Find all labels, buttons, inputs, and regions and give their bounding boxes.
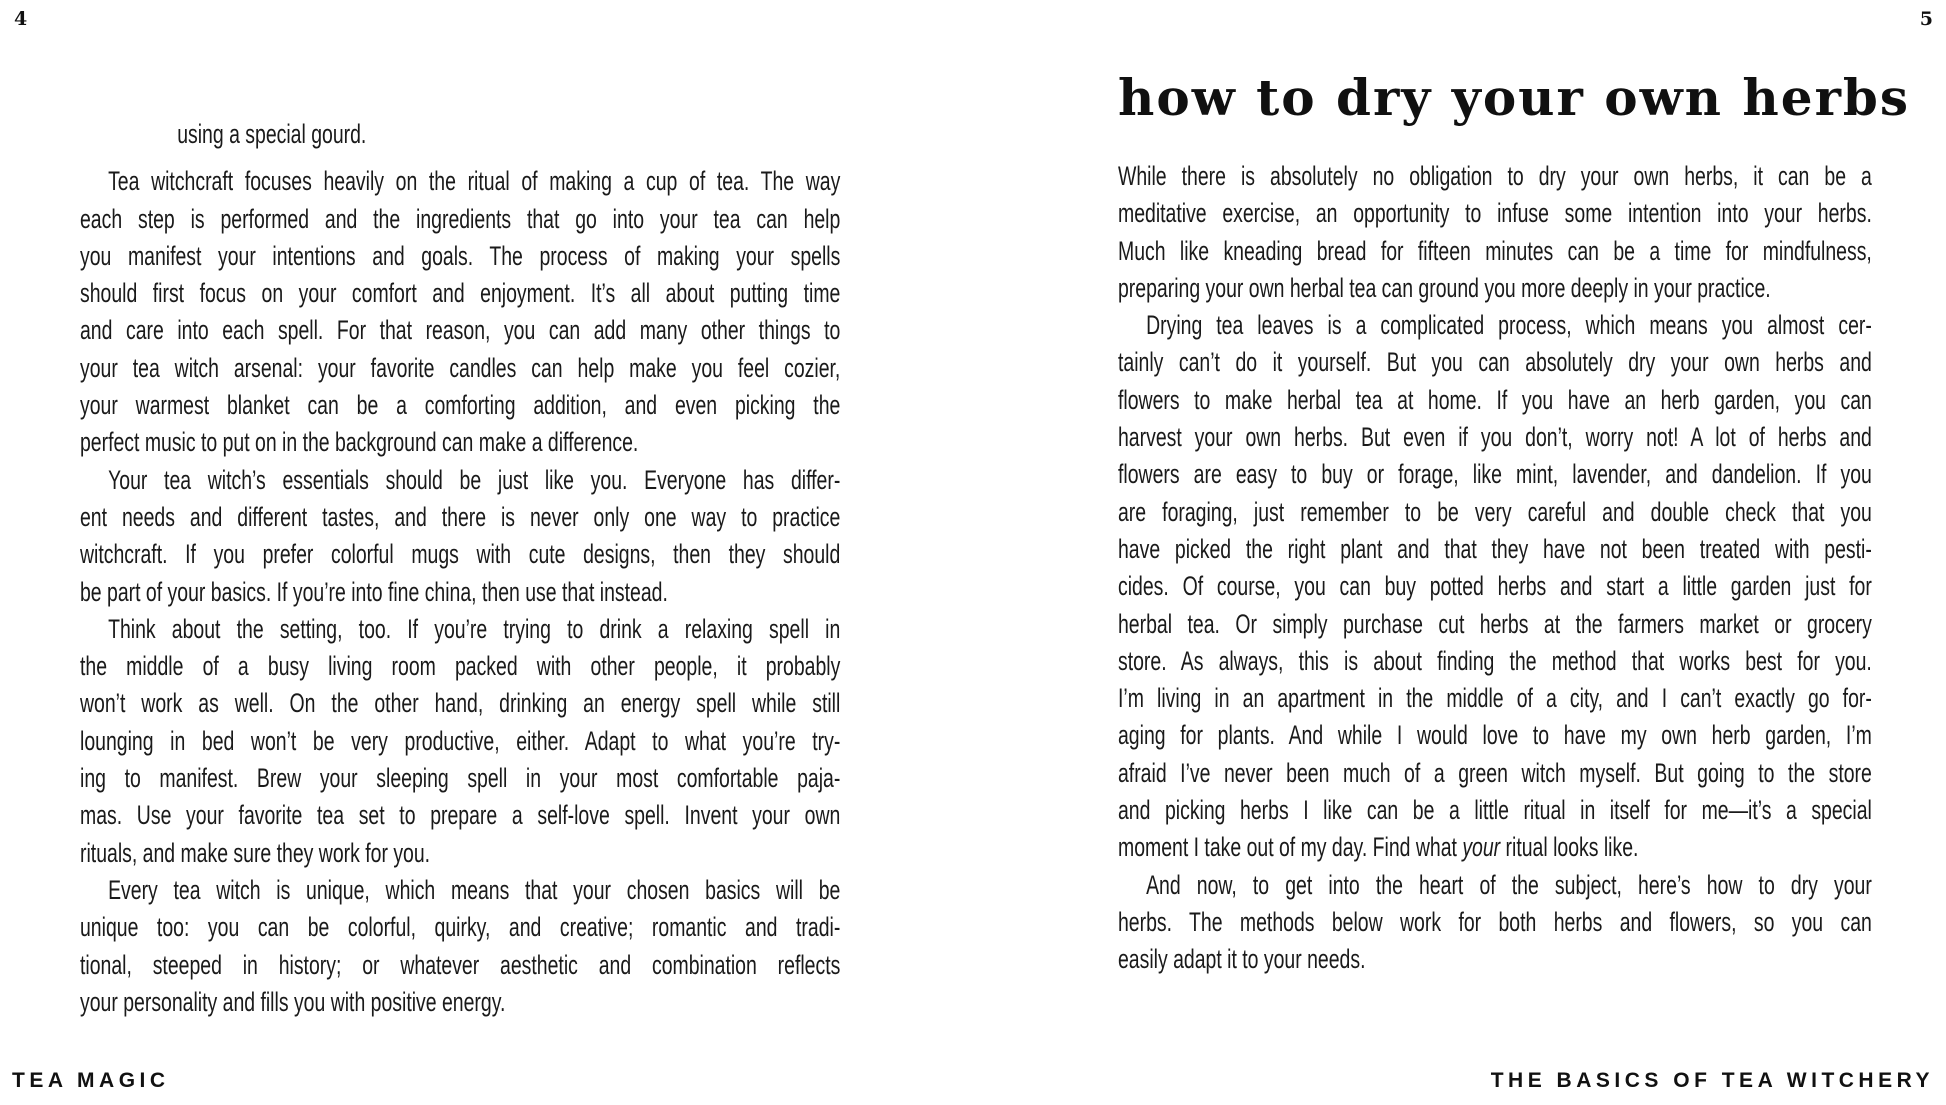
text-line: cides. Of course, you can buy potted herbs and start a little garden just for [1118,571,1872,602]
paragraph [1118,867,1872,979]
text-line: easily adapt it to your needs. [1118,944,1366,975]
paragraph [80,611,840,872]
text-line: and picking herbs I like can be a little ritual in itself for me—it’s a special [1118,795,1872,826]
running-footer-left: TEA MAGIC [12,1069,170,1092]
text-line: herbs. The methods below work for both herbs and flowers, so you can [1118,906,1872,937]
text-line: rituals, and make sure they work for you. [80,837,431,868]
running-footer-right: THE BASICS OF TEA WITCHERY [1490,1069,1934,1092]
right-text-column [1118,158,1872,979]
text-line: be part of your basics. If you’re into fine china, then use that instead. [80,576,668,607]
text-line: lounging in bed won’t be very productive, either. Adapt to what you’re try- [80,725,841,756]
paragraph [1118,307,1872,866]
text-line: Drying tea leaves is a complicated process, which means you almost cer- [1146,310,1872,341]
text-line: ing to manifest. Brew your sleeping spell in your most comfortable paja- [80,763,841,794]
text-line: perfect music to put on in the background can make a difference. [80,427,639,458]
text-segment: moment I take out of my day. Find what [1118,832,1463,863]
text-line: unique too: you can be colorful, quirky, and creative; romantic and tradi- [80,912,841,943]
text-line: Every tea witch is unique, which means that your chosen basics will be [108,874,841,905]
text-line: witchcraft. If you prefer colorful mugs with cute designs, then they should [80,539,841,570]
text-line: mas. Use your favorite tea set to prepare a self-love spell. Invent your own [80,800,841,831]
text-line: your warmest blanket can be a comforting addition, and even picking the [80,390,841,421]
text-line: each step is performed and the ingredients that go into your tea can help [80,203,841,234]
text-line: herbal tea. Or simply purchase cut herbs at the farmers market or grocery [1118,608,1872,639]
text-line: your personality and fills you with positive energy. [80,986,506,1017]
page-number-right: 5 [1919,8,1933,30]
left-text-column [80,116,840,1021]
text-line: meditative exercise, an opportunity to infuse some intention into your herbs. [1118,198,1872,229]
text-line: tainly can’t do it yourself. But you can absolutely dry your own herbs and [1118,347,1872,378]
text-line: are foraging, just remember to be very careful and double check that you [1118,496,1872,527]
text-line: aging for plants. And while I would love to have my own herb garden, I’m [1118,720,1872,751]
text-line: And now, to get into the heart of the subject, here’s how to dry your [1146,869,1872,900]
text-line: and care into each spell. For that reason, you can add many other things to [80,315,841,346]
text-line: ent needs and different tastes, and there is never only one way to practice [80,501,841,532]
text-line: harvest your own herbs. But even if you don’t, worry not! A lot of herbs and [1118,422,1872,453]
text-line: your tea witch arsenal: your favorite candles can help make you feel cozier, [80,352,841,383]
text-line: I’m living in an apartment in the middle of a city, and I can’t exactly go for- [1118,683,1872,714]
paragraph [80,163,840,461]
text-line: the middle of a busy living room packed with other people, it probably [80,651,841,682]
text-line: Tea witchcraft focuses heavily on the ritual of making a cup of tea. The way [108,166,841,197]
text-line: have picked the right plant and that they have not been treated with pesti- [1118,533,1872,564]
paragraph [80,462,840,611]
text-segment: ritual looks like. [1500,832,1639,863]
text-line: won’t work as well. On the other hand, drinking an energy spell while still [80,688,841,719]
paragraph [80,872,840,1021]
text-line: Think about the setting, too. If you’re trying to drink a relaxing spell in [108,613,841,644]
chapter-title: how to dry your own herbs [1118,68,1911,127]
text-line: preparing your own herbal tea can ground you more deeply in your practice. [1118,272,1771,303]
text-line [1118,829,1872,866]
text-line: Your tea witch’s essentials should be just like you. Everyone has differ- [108,464,841,495]
paragraph-lines [1118,307,1872,829]
text-line: Much like kneading bread for fifteen minutes can be a time for mindfulness, [1118,235,1872,266]
text-line: should first focus on your comfort and enjoyment. It’s all about putting time [80,278,841,309]
page-right [1118,66,1911,979]
italic-word: your [1462,832,1501,863]
page-left [80,116,840,1021]
text-line: While there is absolutely no obligation to dry your own herbs, it can be a [1118,161,1872,191]
text-line: flowers are easy to buy or forage, like mint, lavender, and dandelion. If you [1118,459,1872,490]
text-line: you manifest your intentions and goals. The process of making your spells [80,240,841,271]
text-line: tional, steeped in history; or whatever aesthetic and combination reflects [80,949,841,980]
text-line: afraid I’ve never been much of a green witch myself. But going to the store [1118,757,1872,788]
paragraph [1118,158,1872,307]
page-number-left: 4 [14,8,28,30]
text-line: store. As always, this is about finding the method that works best for you. [1118,645,1872,676]
text-line: flowers to make herbal tea at home. If you have an herb garden, you can [1118,384,1872,415]
continuation-line: using a special gourd. [177,119,367,149]
